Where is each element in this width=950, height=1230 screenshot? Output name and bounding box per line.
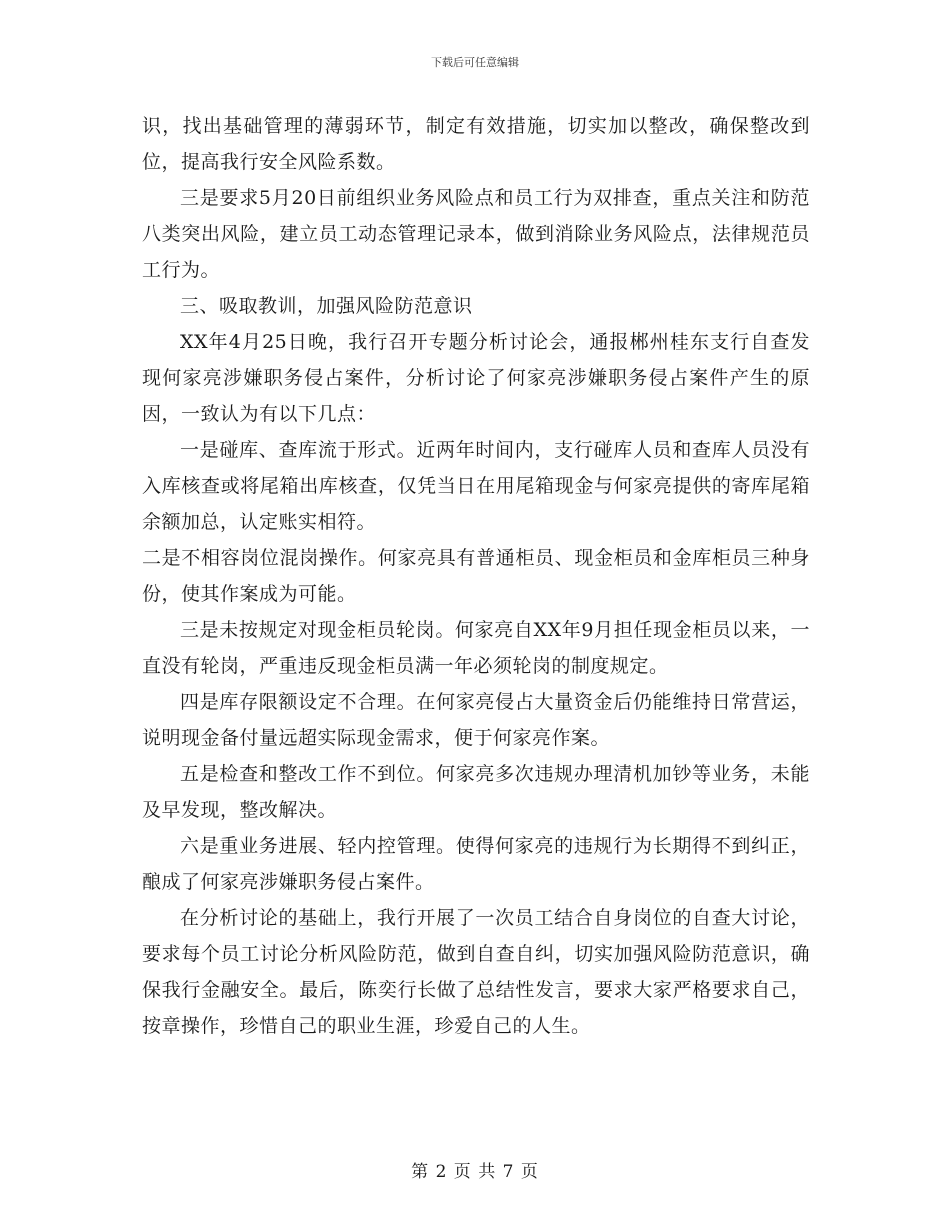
paragraph-meeting: XX年4月25日晚，我行召开专题分析讨论会，通报郴州桂东支行自查发现何家亮涉嫌职务侵占案件，分析讨论了何家亮涉嫌职务侵占案件产生的原因，一致认为有以下几点： (142, 331, 810, 425)
paragraph-reason-three: 三是未按规定对现金柜员轮岗。何家亮自XX年9月担任现金柜员以来，一直没有轮岗，严重违反现金柜员满一年必须轮岗的制度规定。 (142, 619, 810, 677)
paragraph-reason-two: 二是不相容岗位混岗操作。何家亮具有普通柜员、现金柜员和金库柜员三种身份，使其作案成为可能。 (142, 547, 810, 605)
paragraph-continuation: 识，找出基础管理的薄弱环节，制定有效措施，切实加以整改，确保整改到位，提高我行安全风险系数。 (142, 115, 810, 173)
page-header: 下载后可任意编辑 (431, 56, 519, 69)
section-heading: 三、吸取教训，加强风险防范意识 (180, 295, 473, 317)
paragraph-reason-four: 四是库存限额设定不合理。在何家亮侵占大量资金后仍能维持日常营运，说明现金备付量远超实际现金需求，便于何家亮作案。 (142, 691, 810, 749)
page-number: 第 2 页 共 7 页 (411, 1162, 539, 1182)
paragraph-reason-six: 六是重业务进展、轻内控管理。使得何家亮的违规行为长期得不到纠正，酿成了何家亮涉嫌职务侵占案件。 (142, 835, 810, 893)
paragraph-conclusion: 在分析讨论的基础上，我行开展了一次员工结合自身岗位的自查大讨论，要求每个员工讨论分析风险防范，做到自查自纠，切实加强风险防范意识，确保我行金融安全。最后，陈奕行长做了总结性发言，要求大家严格要求自己，按章操作，珍惜自己的职业生涯，珍爱自己的人生。 (142, 907, 810, 1037)
paragraph-reason-one: 一是碰库、查库流于形式。近两年时间内，支行碰库人员和查库人员没有入库核查或将尾箱出库核查，仅凭当日在用尾箱现金与何家亮提供的寄库尾箱余额加总，认定账实相符。 (142, 439, 810, 533)
paragraph-reason-five: 五是检查和整改工作不到位。何家亮多次违规办理清机加钞等业务，未能及早发现，整改解决。 (142, 763, 810, 821)
document-body (142, 108, 810, 1044)
paragraph-item-three: 三是要求5月20日前组织业务风险点和员工行为双排查，重点关注和防范八类突出风险，建立员工动态管理记录本，做到消除业务风险点，法律规范员工行为。 (142, 187, 810, 281)
